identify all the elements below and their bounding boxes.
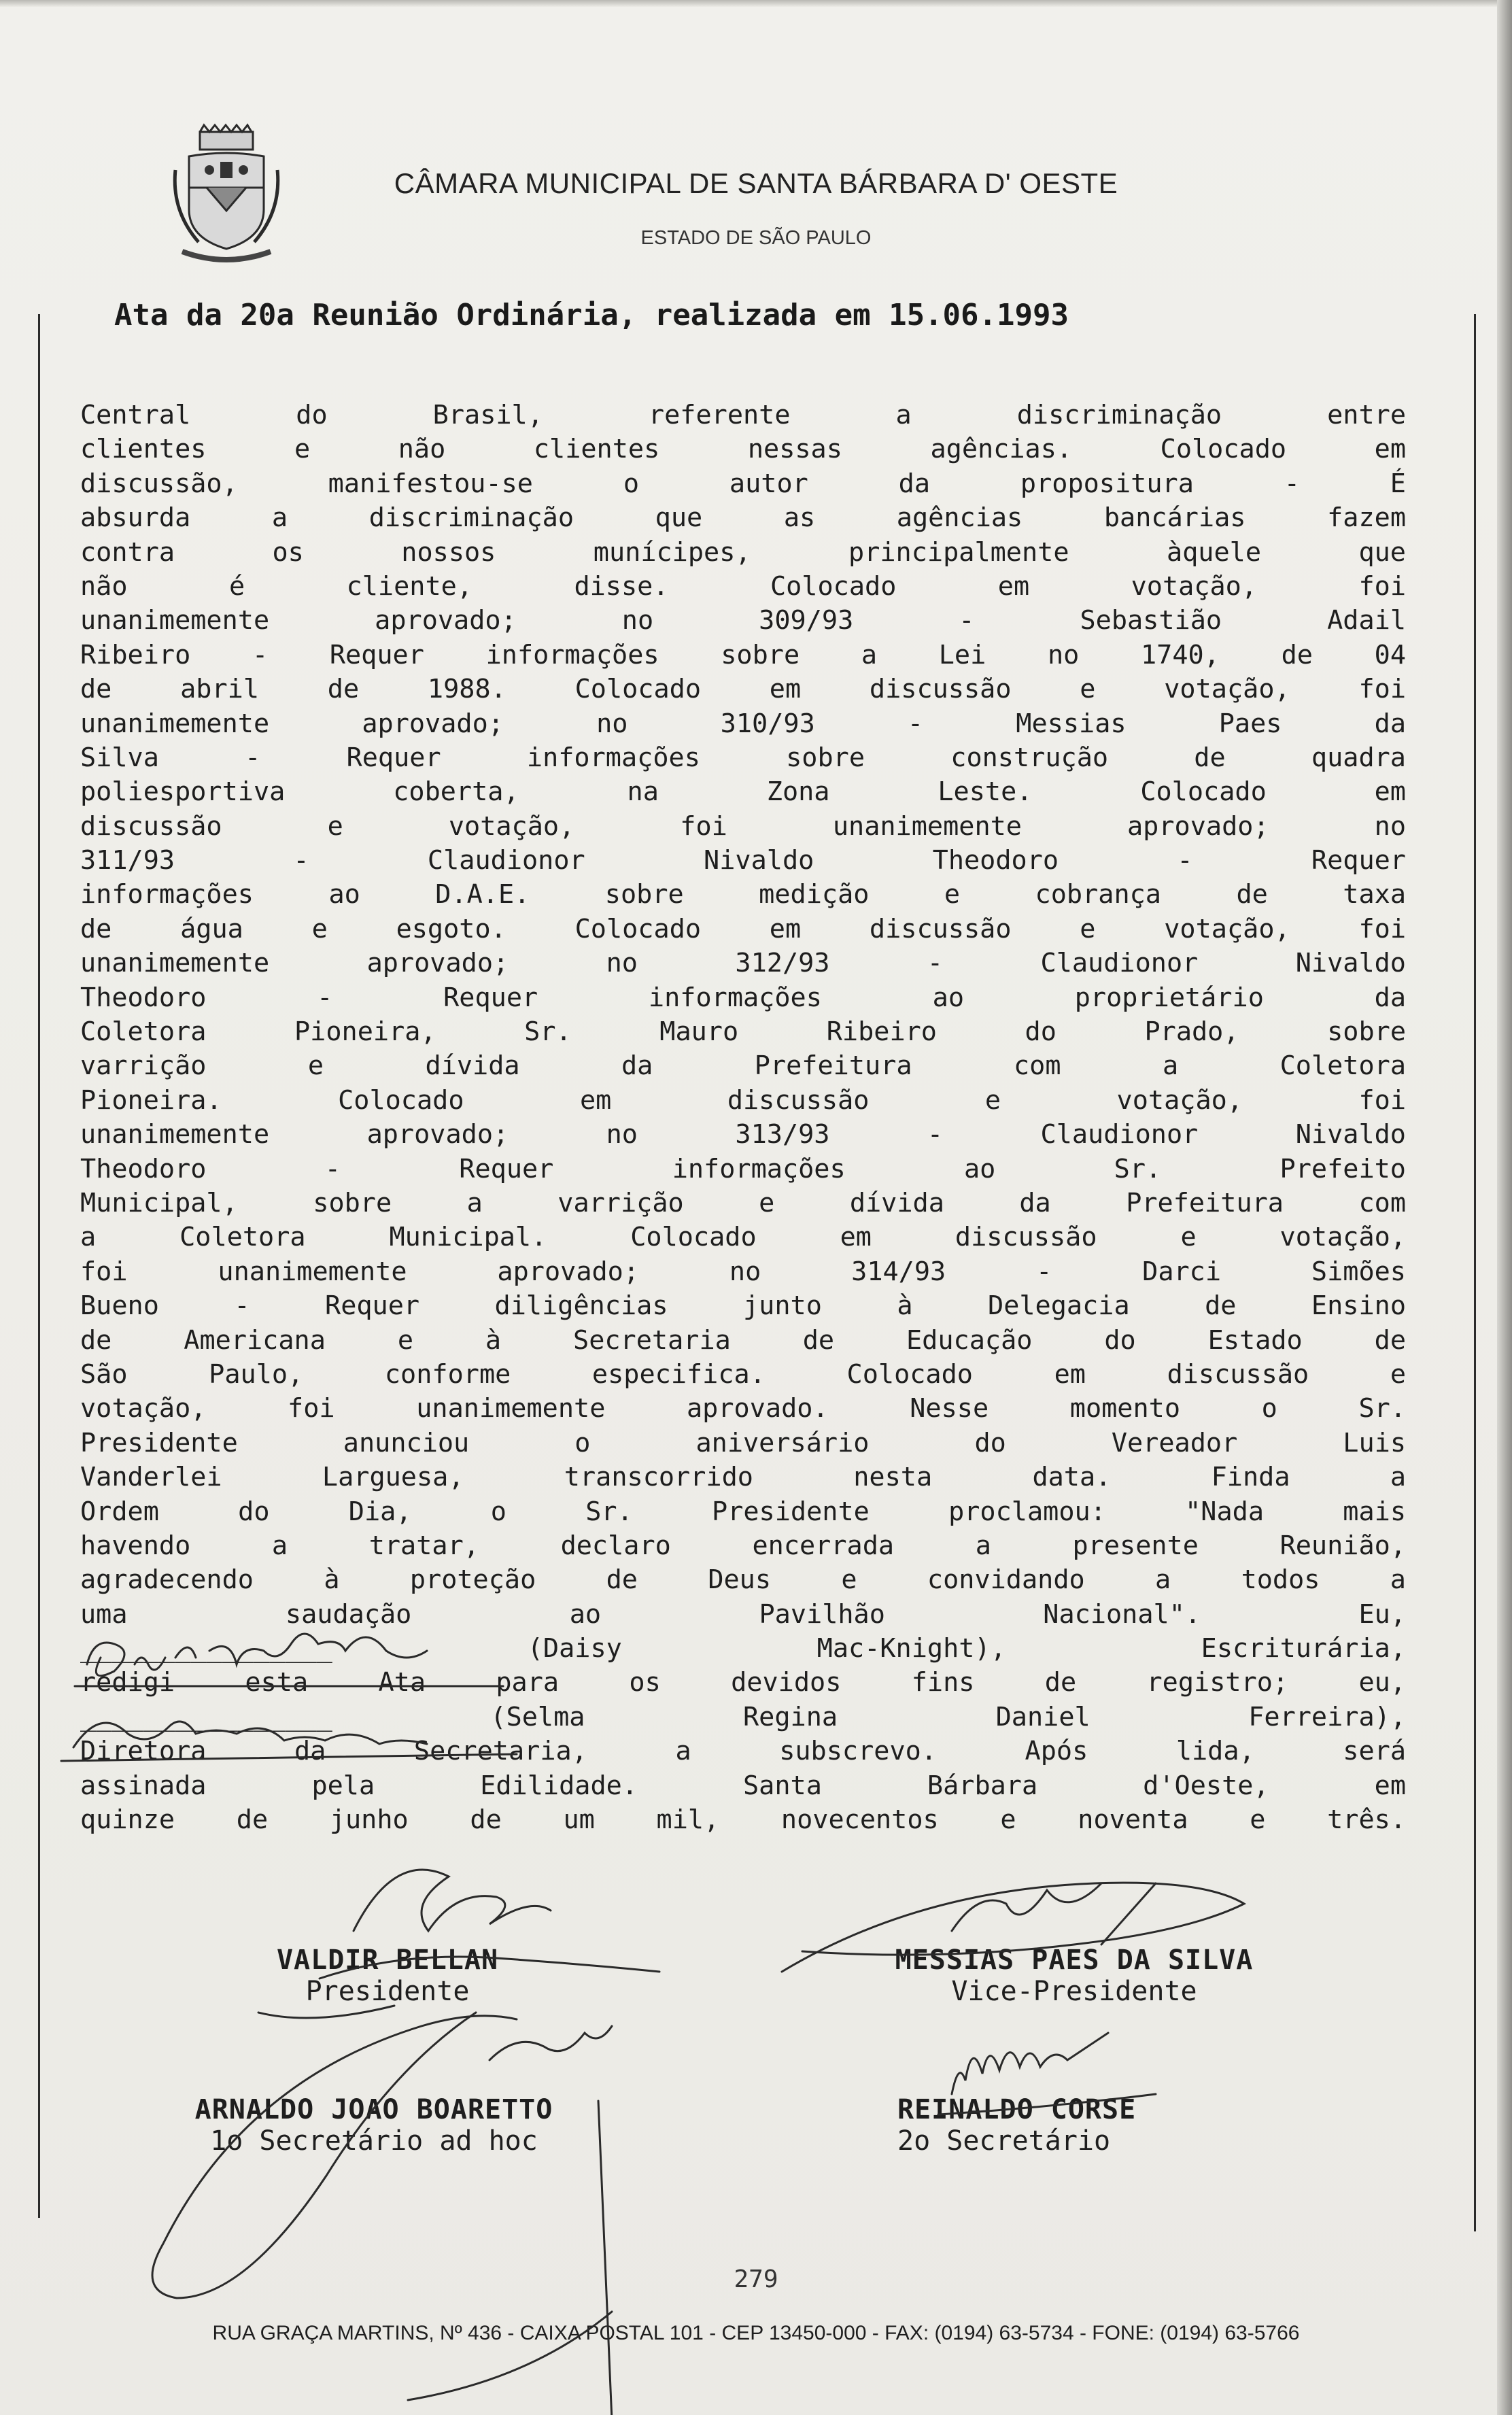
signatory-name: VALDIR BELLAN — [276, 1945, 499, 1976]
signatory-vice-president — [884, 1945, 1265, 2007]
right-margin-line — [1474, 314, 1476, 2231]
signatory-president — [224, 1945, 551, 2007]
body-line: votação, foi unanimemente aprovado. Nesse momento o Sr. — [80, 1393, 1406, 1424]
body-line: discussão, manifestou-se o autor da propositura - É — [80, 468, 1406, 499]
body-line: unanimemente aprovado; no 312/93 - Claudionor Nivaldo — [80, 948, 1406, 979]
body-line: Theodoro - Requer informações ao proprietário da — [80, 982, 1406, 1013]
body-line: agradecendo à proteção de Deus e convidando a todos a — [80, 1564, 1406, 1596]
body-line: contra os nossos munícipes, principalmente àquele que — [80, 536, 1406, 568]
body-line: unanimemente aprovado; no 309/93 - Sebastião Adail — [80, 605, 1406, 636]
signatory-role: Vice-Presidente — [951, 1976, 1197, 2007]
page-right-edge — [1497, 0, 1512, 2415]
minutes-title: Ata da 20a Reunião Ordinária, realizada em 15.06.1993 — [114, 298, 1069, 332]
body-line: varrição e dívida da Prefeitura com a Coletora — [80, 1050, 1406, 1082]
body-line: poliesportiva coberta, na Zona Leste. Colocado em — [80, 776, 1406, 808]
body-line: Ordem do Dia, o Sr. Presidente proclamou: "Nada mais — [80, 1496, 1406, 1527]
signatory-first-secretary — [163, 2094, 585, 2157]
body-line: a Coletora Municipal. Colocado em discussão e votação, — [80, 1222, 1406, 1253]
signatory-second-secretary — [897, 2094, 1237, 2157]
page-top-shadow — [0, 0, 1512, 7]
signatory-name: REINALDO CORSE — [897, 2094, 1137, 2125]
body-line: Diretora da Secretaria, a subscrevo. Após lida, será — [80, 1736, 1406, 1767]
footer-address: RUA GRAÇA MARTINS, Nº 436 - CAIXA POSTAL 101 - CEP 13450-000 - FAX: (0194) 63-5734 - FONE: (0194) 63-5766 — [212, 2322, 1300, 2344]
body-line: Municipal, sobre a varrição e dívida da Prefeitura com — [80, 1187, 1406, 1218]
body-line: foi unanimemente aprovado; no 314/93 - Darci Simões — [80, 1256, 1406, 1287]
body-line: informações ao D.A.E. sobre medição e cobrança de taxa — [80, 879, 1406, 910]
signatory-name: ARNALDO JOAO BOARETTO — [194, 2094, 553, 2125]
body-line: Presidente anunciou o aniversário do Vereador Luis — [80, 1427, 1406, 1458]
body-line: uma saudação ao Pavilhão Nacional". Eu, — [80, 1598, 1406, 1630]
state-name: ESTADO DE SÃO PAULO — [640, 227, 872, 249]
signatory-role: Presidente — [305, 1976, 470, 2007]
signatory-name: MESSIAS PAES DA SILVA — [895, 1945, 1254, 1976]
body-line: quinze de junho de um mil, novecentos e noventa e três. — [80, 1804, 1406, 1836]
body-line: ________________ (Daisy Mac-Knight), Escriturária, — [80, 1633, 1406, 1664]
bleed-through-ghost-text — [211, 340, 1113, 408]
signature-arnaldo — [152, 2012, 612, 2415]
body-line: de abril de 1988. Colocado em discussão e votação, foi — [80, 674, 1406, 705]
body-line: Vanderlei Larguesa, transcorrido nesta data. Finda a — [80, 1462, 1406, 1493]
body-line: assinada pela Edilidade. Santa Bárbara d'Oeste, em — [80, 1770, 1406, 1801]
minutes-body — [80, 398, 1406, 1837]
page-number: 279 — [734, 2265, 778, 2293]
body-line: de Americana e à Secretaria de Educação do Estado de — [80, 1324, 1406, 1356]
body-line: absurda a discriminação que as agências bancárias fazem — [80, 502, 1406, 534]
body-line: Coletora Pioneira, Sr. Mauro Ribeiro do Prado, sobre — [80, 1016, 1406, 1048]
body-line: clientes e não clientes nessas agências. Colocado em — [80, 434, 1406, 465]
body-line: não é cliente, disse. Colocado em votação, foi — [80, 570, 1406, 602]
body-line: Bueno - Requer diligências junto à Delegacia de Ensino — [80, 1290, 1406, 1322]
body-line: Ribeiro - Requer informações sobre a Lei no 1740, de 04 — [80, 639, 1406, 670]
body-line: havendo a tratar, declaro encerrada a presente Reunião, — [80, 1530, 1406, 1561]
body-line: Silva - Requer informações sobre construção de quadra — [80, 742, 1406, 773]
signatory-role: 1o Secretário ad hoc — [210, 2125, 538, 2157]
institution-name: CÂMARA MUNICIPAL DE SANTA BÁRBARA D' OESTE — [394, 167, 1118, 199]
body-line: ________________ (Selma Regina Daniel Ferreira), — [80, 1701, 1406, 1732]
body-line: unanimemente aprovado; no 310/93 - Messias Paes da — [80, 708, 1406, 739]
left-margin-line — [38, 314, 40, 2218]
body-line: 311/93 - Claudionor Nivaldo Theodoro - Requer — [80, 845, 1406, 876]
body-line: Theodoro - Requer informações ao Sr. Prefeito — [80, 1153, 1406, 1184]
body-line: Pioneira. Colocado em discussão e votação, foi — [80, 1084, 1406, 1116]
body-line: discussão e votação, foi unanimemente aprovado; no — [80, 810, 1406, 842]
signatory-role: 2o Secretário — [897, 2125, 1111, 2157]
body-line: unanimemente aprovado; no 313/93 - Claudionor Nivaldo — [80, 1119, 1406, 1150]
body-line: Central do Brasil, referente a discriminação entre — [80, 400, 1406, 430]
body-line: redigi esta Ata para os devidos fins de registro; eu, — [80, 1667, 1406, 1698]
body-line: de água e esgoto. Colocado em discussão e votação, foi — [80, 913, 1406, 944]
body-line: São Paulo, conforme especifica. Colocado em discussão e — [80, 1358, 1406, 1390]
